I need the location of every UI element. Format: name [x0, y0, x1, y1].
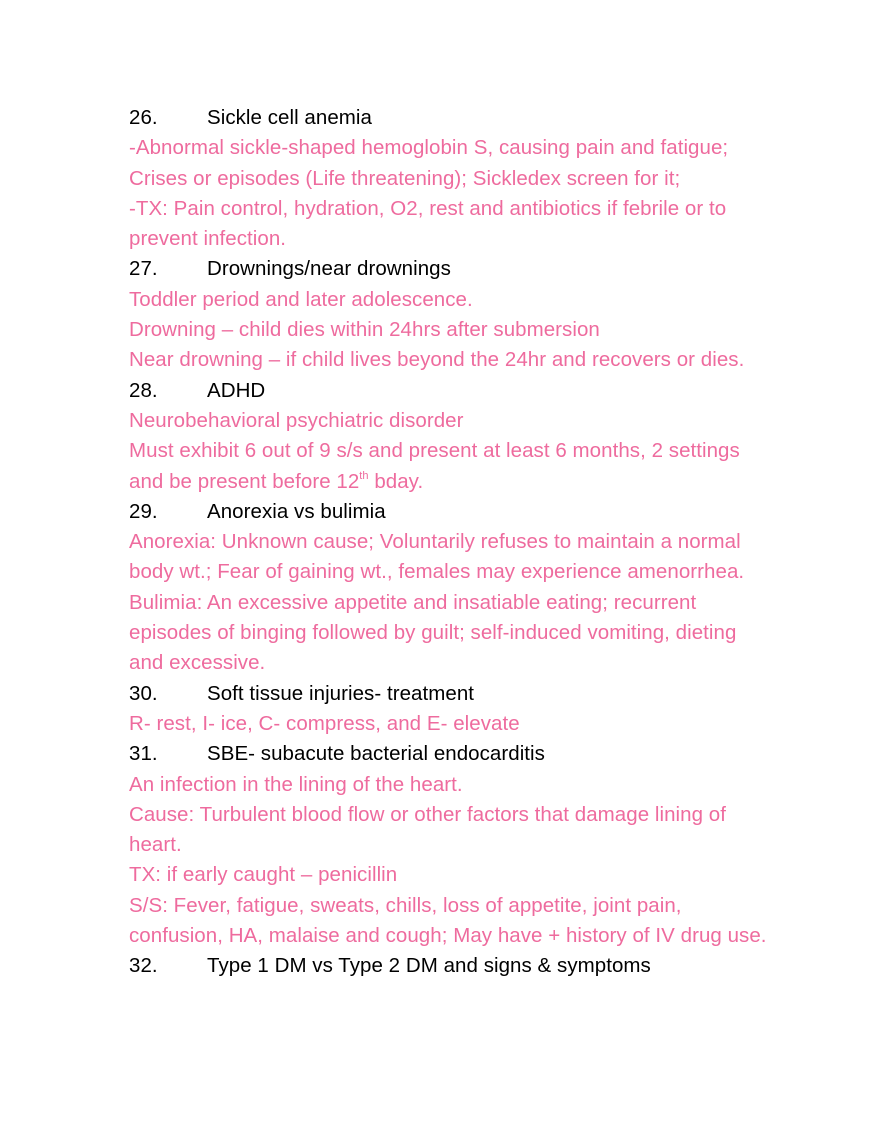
note-line: and excessive.: [129, 651, 266, 675]
note-line-superscript: [129, 467, 779, 497]
note-line: heart.: [129, 833, 182, 857]
section-title: ADHD: [207, 378, 266, 402]
section-heading: [129, 497, 779, 527]
section-number: 26.: [129, 106, 158, 129]
note-line: R- rest, I- ice, C- compress, and E- elevate: [129, 711, 520, 735]
section-title: Sickle cell anemia: [207, 106, 372, 129]
note-line: TX: if early caught – penicillin: [129, 863, 398, 887]
section-title: SBE- subacute bacterial endocarditis: [207, 742, 545, 766]
note-line: An infection in the lining of the heart.: [129, 772, 463, 796]
section-number: 29.: [129, 499, 158, 523]
note-line: -TX: Pain control, hydration, O2, rest and antibiotics if febrile or to: [129, 196, 727, 220]
section-heading: [129, 739, 779, 769]
section-heading: [129, 679, 779, 709]
note-line: episodes of binging followed by guilt; self-induced vomiting, dieting: [129, 621, 737, 645]
note-line: Toddler period and later adolescence.: [129, 287, 473, 311]
note-line: body wt.; Fear of gaining wt., females may experience amenorrhea.: [129, 560, 745, 584]
section-heading: [129, 951, 779, 981]
note-line: Must exhibit 6 out of 9 s/s and present at least 6 months, 2 settings: [129, 439, 740, 463]
section-title: Drownings/near drownings: [207, 257, 451, 281]
section-title: Anorexia vs bulimia: [207, 499, 386, 523]
note-line: Neurobehavioral psychiatric disorder: [129, 408, 464, 432]
note-text: bday.: [368, 469, 424, 493]
section-number: 32.: [129, 954, 158, 978]
note-line: Anorexia: Unknown cause; Voluntarily refuses to maintain a normal: [129, 530, 741, 554]
note-line: Drowning – child dies within 24hrs after submersion: [129, 318, 600, 342]
note-line: confusion, HA, malaise and cough; May have + history of IV drug use.: [129, 924, 767, 948]
document-page: [129, 103, 779, 982]
note-line: Crises or episodes (Life threatening); Sickledex screen for it;: [129, 166, 681, 190]
section-number: 28.: [129, 378, 158, 402]
note-line: S/S: Fever, fatigue, sweats, chills, loss of appetite, joint pain,: [129, 893, 682, 917]
section-title: Soft tissue injuries- treatment: [207, 681, 475, 705]
note-line: Bulimia: An excessive appetite and insatiable eating; recurrent: [129, 590, 697, 614]
section-heading: [129, 376, 779, 406]
note-line: prevent infection.: [129, 227, 287, 251]
section-title: Type 1 DM vs Type 2 DM and signs & symptoms: [207, 954, 651, 978]
note-line: Cause: Turbulent blood flow or other factors that damage lining of: [129, 802, 727, 826]
section-heading: [129, 103, 779, 133]
note-line: Near drowning – if child lives beyond the 24hr and recovers or dies.: [129, 348, 745, 372]
note-text: and be present before 12: [129, 469, 360, 493]
note-line: -Abnormal sickle-shaped hemoglobin S, causing pain and fatigue;: [129, 136, 729, 160]
ordinal-superscript: th: [359, 469, 369, 482]
section-number: 30.: [129, 681, 158, 705]
section-number: 31.: [129, 742, 158, 766]
section-number: 27.: [129, 257, 158, 281]
section-heading: [129, 254, 779, 284]
